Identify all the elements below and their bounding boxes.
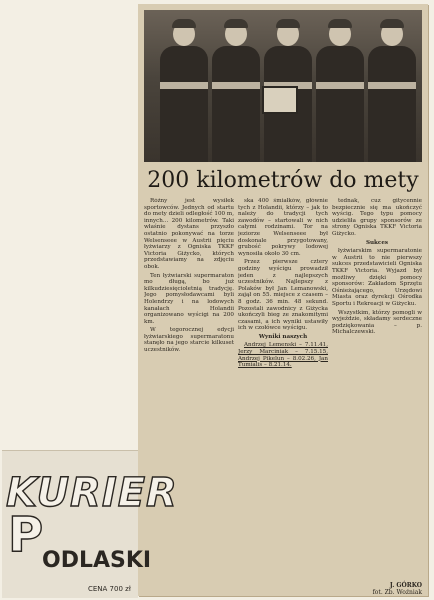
article-body <box>144 198 422 582</box>
paragraph: Ten łyżwiarski supermaraton mo długą, bo już kilkudziesięcioletnią tradycję. Jego pomysłodawcami byli Holendrzy i na lodowych kanałach Holandii organizowano wyścigi na 200 km. <box>144 272 234 325</box>
article-column-2 <box>238 198 328 582</box>
subheading: Wyniki naszych <box>258 333 308 340</box>
subheading: Sukces <box>365 239 389 246</box>
award-plaque <box>262 86 298 114</box>
paragraph: ska 400 śmiałków, głównie tych z Holandii, którzy – jak to należy do tradycji tych zawodów – startowali w nich całymi rodzinami. Tor na jeziorze Welsenseee był doskonale przygotowany, grubość pokrywy lodowej wynosiła około 30 cm. <box>238 198 328 257</box>
paragraph: Wszystkim, którzy pomogli w wyjeździe, składamy serdeczne podziękowania – p. Michalczewski. <box>332 309 422 336</box>
newspaper-clipping <box>138 4 428 596</box>
article-column-1 <box>144 198 234 582</box>
masthead-title-bottom: ODLASKI <box>42 548 152 573</box>
results-paragraph: Andrzej Lemenski – 7.11.41, Jerzy Marciniak – 7.15.15, Andrzej Pikelun – 8.02.26, Jan Tumialis – 8.21.14. <box>238 342 328 369</box>
byline <box>338 582 422 596</box>
price-label: CENA 700 zł <box>88 585 131 593</box>
masthead-initial: P <box>8 507 44 563</box>
paragraph: Różny jest wysiłek sportowców. Jednych od startu do mety dzieli odległość 100 m, innych... 200 kilometrów. Taki właśnie dystans przyszło ostatnio pokonywać na torze Welsenseee w Austrii pięciu łyżwiarzy z Ogniska TKKF Victoria Giżycko, których przedstawiamy na zdjęciu obok. <box>144 198 234 270</box>
paragraph: Przez pierwsze cztery godziny wyścigu prowadził jeden z najlepszych uczestników. Najlepszy z Polaków był Jan Lemanowski, zajął on 55. miejsce z czasem – 8 godz. 36 min. 48 sekund. Pozostali zawodnicy z Giżycka ukończyli bieg ze znakomitymi czasami, a ich wyniki ustawiły ich w czołówce wyścigu. <box>238 259 328 332</box>
skater-figure <box>314 22 366 162</box>
masthead-title-top: KURIER <box>6 470 178 516</box>
skater-figure <box>158 22 210 162</box>
paragraph: łyżwiarskim supermaratonie w Austrii to nie pierwszy sukces przedstawicieli Ogniska TKKF Victoria. Wyjazd był możliwy dzięki pomocy sponsorów: Zakładom Sprzętu Ośnieżającego, Urzędowi Miasta oraz dyrekcji Ośrodka Sportu i Rekreacji w Giżycku. <box>332 248 422 307</box>
article-column-3 <box>332 198 422 582</box>
team-photo <box>144 10 422 162</box>
newspaper-masthead <box>2 450 178 598</box>
paragraph: tednak, cuz gitycennie bezpiecznie się ma ukończyć wyścig. Tego typu pomocy udzieliła grupy sponsorów ze strony Ogniska TKKF Victoria Giżycko. <box>332 198 422 237</box>
paragraph: W tegorocznej edycji łyżwiarskiego supermaratonu stanęło na jego starcie kilkuset uczestników. <box>144 327 234 354</box>
skater-figure <box>366 22 418 162</box>
photo-credit: fot. Zb. Woźniak <box>372 589 422 596</box>
article-headline: 200 kilometrów do mety <box>147 168 419 193</box>
skater-figure <box>210 22 262 162</box>
author-name: J. GÓRKO <box>389 582 422 589</box>
